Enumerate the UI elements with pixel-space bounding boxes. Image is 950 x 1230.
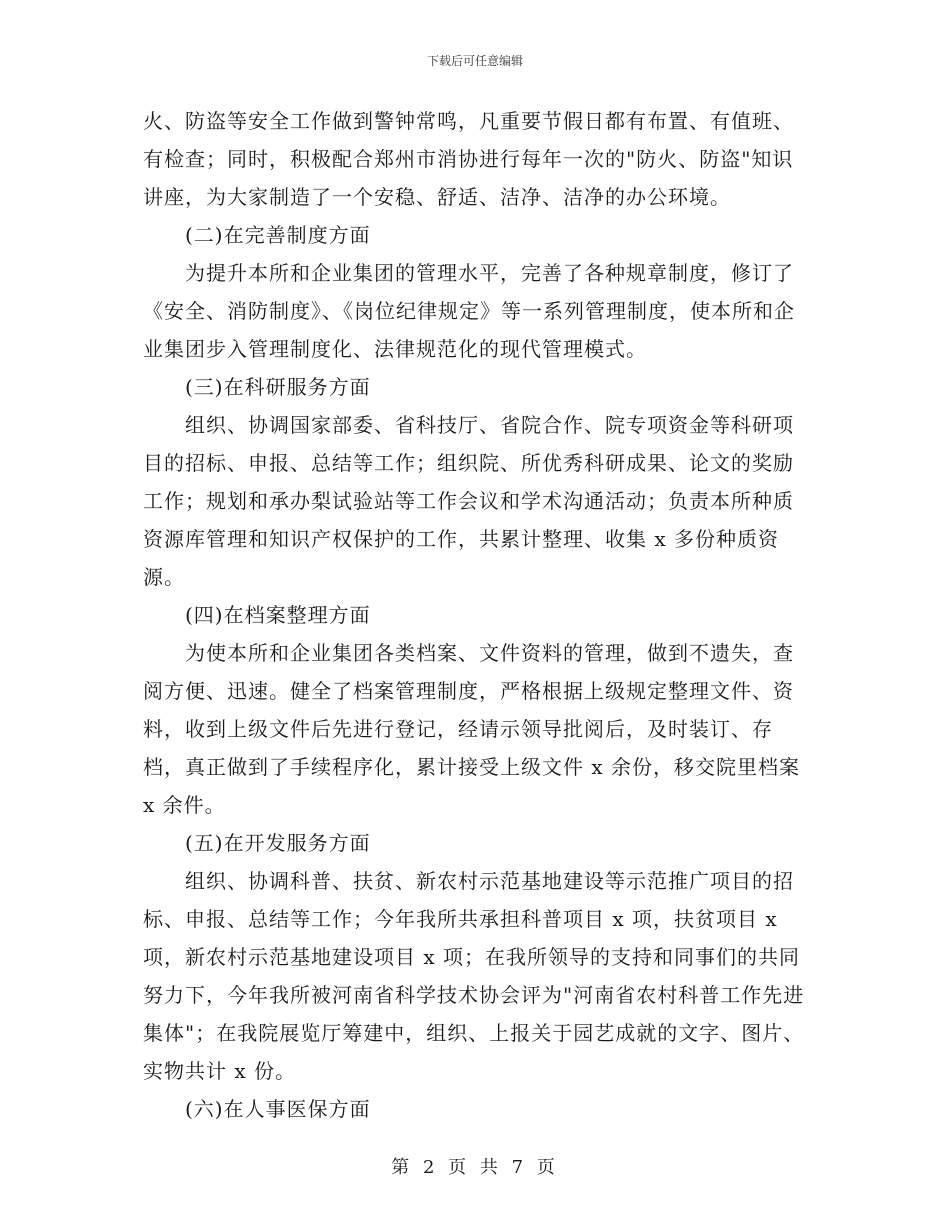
paragraph: 组织、协调国家部委、省科技厅、省院合作、院专项资金等科研项目的招标、申报、总结等工作；组织院、所优秀科研成果、论文的奖励工作；规划和承办梨试验站等工作会议和学术沟通活动；负责本所种质资源库管理和知识产权保护的工作，共累计整理、收集 x 多份种质资源。 bbox=[143, 413, 794, 589]
paragraph: 为使本所和企业集团各类档案、文件资料的管理，做到不遗失，查阅方便、迅速。健全了档案管理制度，严格根据上级规定整理文件、资料，收到上级文件后先进行登记，经请示领导批阅后，及时装订、存档，真正做到了手续程序化，累计接受上级文件 x 余份，移交院里档案 x 余件。 bbox=[143, 641, 800, 817]
paragraph-continuation: 火、防盗等安全工作做到警钟常鸣，凡重要节假日都有布置、有值班、有检查；同时，积极配合郑州市消协进行每年一次的"防火、防盗"知识讲座，为大家制造了一个安稳、舒适、洁净、洁净的办公环境。 bbox=[143, 109, 794, 209]
page-header-note: 下载后可任意编辑 bbox=[426, 54, 523, 68]
document-body bbox=[143, 102, 809, 1128]
section-heading-4: (四)在档案整理方面 bbox=[185, 603, 371, 627]
page-number: 第 2 页 共 7 页 bbox=[391, 1157, 559, 1178]
section-heading-2: (二)在完善制度方面 bbox=[185, 223, 371, 247]
section-heading-6: (六)在人事医保方面 bbox=[185, 1097, 371, 1121]
section-heading-3: (三)在科研服务方面 bbox=[185, 375, 371, 399]
paragraph: 组织、协调科普、扶贫、新农村示范基地建设等示范推广项目的招标、申报、总结等工作；今年我所共承担科普项目 x 项，扶贫项目 x 项，新农村示范基地建设项目 x 项；在我所领导的支持和同事们的共同努力下，今年我所被河南省科学技术协会评为"河南省农村科普工作先进集体"；在我院展览厅筹建中，组织、上报关于园艺成就的文字、图片、实物共计 x 份。 bbox=[143, 869, 805, 1083]
paragraph: 为提升本所和企业集团的管理水平，完善了各种规章制度，修订了《安全、消防制度》、《岗位纪律规定》等一系列管理制度，使本所和企业集团步入管理制度化、法律规范化的现代管理模式。 bbox=[143, 261, 795, 361]
section-heading-5: (五)在开发服务方面 bbox=[185, 831, 371, 855]
